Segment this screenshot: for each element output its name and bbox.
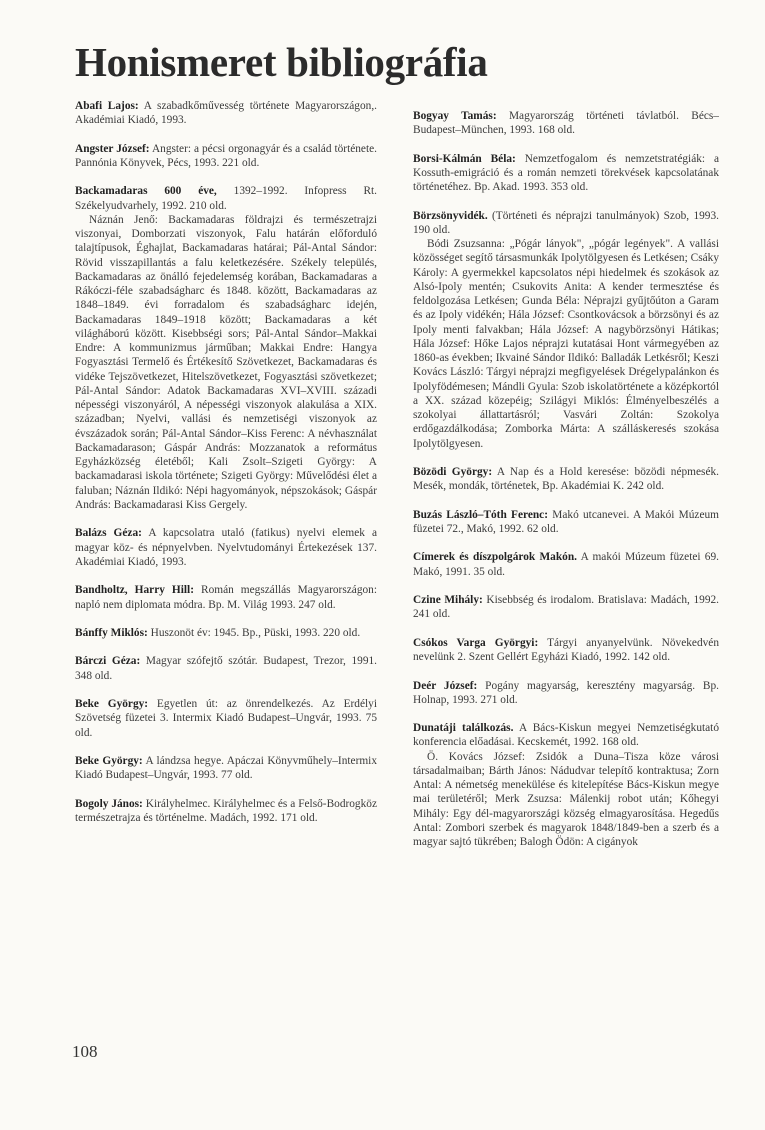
- entry-paragraph: [413, 550, 719, 579]
- entry-text: Magyar szófejtő szótár. Budapest, Trezor, 1991. 348 old.: [75, 655, 378, 682]
- entry-paragraph: [413, 593, 719, 622]
- bibliography-entry: [75, 754, 377, 783]
- entry-text: Román megszállás Magyarországon: napló nem diplomata módra. Bp. M. Világ 1993. 247 old.: [75, 584, 377, 611]
- entry-paragraph: [75, 654, 377, 683]
- entry-text: A kapcsolatra utaló (fatikus) nyelvi elemek a magyar köz- és népnyelvben. Nyelvtudományi Értekezések 137. Akadémiai Kiadó, 1993.: [75, 527, 377, 568]
- entry-paragraph: [75, 99, 377, 128]
- entry-paragraph: [75, 797, 377, 826]
- entry-contents: Ö. Kovács József: Zsidók a Duna–Tisza köze városi társadalmaiban; Bárth János: Nádudvar telepítő kontraktusa; Zorn Antal: A németség menekülése és kitelepítése Bács-Kiskun megye mai területéről; Merk Zsuzsa: Málenkij robot után; Kőhegyi Mihály: Egy dél-magyarországi község elmagyarosítása. Hegedűs Antal: Zombori szerbek és magyarok 1848/1849-ben a szerb és a magyar sajtó tükrében; Balogh Ödön: A cigányok: [413, 750, 719, 849]
- bibliography-entry: [413, 152, 719, 195]
- entry-text: A Bács-Kiskun megyei Nemzetiségkutató konferencia előadásai. Kecskemét, 1992. 168 old.: [413, 722, 719, 749]
- bibliography-entry: [75, 797, 377, 826]
- bibliography-entry: [75, 526, 377, 569]
- bibliography-entry: [413, 721, 719, 849]
- entry-paragraph: [413, 721, 719, 750]
- entry-author: Deér József:: [413, 679, 478, 692]
- page-number: 108: [72, 1042, 98, 1061]
- bibliography-entry: [75, 654, 377, 683]
- entry-author: Buzás László–Tóth Ferenc:: [413, 508, 548, 521]
- entry-author: Czine Mihály:: [413, 594, 483, 607]
- bibliography-entry: [413, 550, 719, 579]
- entry-author: Bogyay Tamás:: [413, 110, 497, 122]
- entry-text: 1392–1992. Infopress Rt. Székelyudvarhely, 1992. 210 old.: [75, 185, 377, 212]
- bibliography-entry: [75, 142, 377, 171]
- entry-paragraph: [413, 152, 719, 195]
- entry-paragraph: [413, 209, 719, 238]
- entry-paragraph: [75, 184, 377, 213]
- entry-paragraph: [75, 626, 377, 640]
- entry-paragraph: [413, 679, 719, 708]
- entry-paragraph: [75, 583, 377, 612]
- entry-text: Magyarország történeti távlatból. Bécs–Budapest–München, 1993. 168 old.: [413, 110, 719, 137]
- entry-contents: Bódi Zsuzsanna: „Pógár lányok", „pógár legények". A vallási közösséget segítő társasmunkák Ipolytölgyesen és Letkésen; Csáky Károly: A gyermekkel kapcsolatos népi hiedelmek és szokások az Alsó-Ipoly mentén; Csukovits Anita: A kender termesztése és feldolgozása Letkésen; Gunda Béla: Néprajzi gyűjtőúton a Garam és az Ipoly vidékén; Hála József: Csontkovácsok a börzsönyi és az Ipoly menti falvakban; Hála József: A nagybörzsönyi Hátikas; Hála József: Hőke Lajos néprajzi kutatásai Hont vármegyében az 1860-as években; Ikvainé Sándor Ildikó: Balladák Letkésről; Keszi Kovács László: Tárgyi néprajzi megfigyelések Drégelypalánkon és Ipolyfödémesen; Mándli Gyula: Szob iskolatörténete a középkortól a XX. század közepéig; Szilágyi Miklós: Élményelbeszélés a szokolyai állattartásról; Vasvári Zoltán: Szokolya erdőgazdálkodása; Zomborka Márta: A szálláskeresés szokása Ipolytölgyesen.: [413, 238, 719, 450]
- entry-author: Bözödi György:: [413, 466, 493, 479]
- entry-paragraph: [75, 526, 377, 569]
- entry-text: Nemzetfogalom és nemzetstratégiák: a Kossuth-emigráció és a román nemzeti törekvések kapcsolatának történetéhez. Bp. Akad. 1993. 353 old.: [413, 152, 719, 194]
- entry-text: Kisebbség és irodalom. Bratislava: Madách, 1992. 241 old.: [413, 594, 720, 621]
- bibliography-entry: [413, 593, 719, 622]
- bibliography-entry: [75, 99, 377, 128]
- bibliography-entry: [75, 626, 377, 640]
- entry-text: Angster: a pécsi orgonagyár és a család története. Pannónia Könyvek, Pécs, 1993. 221 old.: [75, 142, 377, 169]
- entry-text: A lándzsa hegye. Apáczai Könyvműhely–Intermix Kiadó Budapest–Ungvár, 1993. 77 old.: [75, 755, 377, 782]
- entry-author: Borsi-Kálmán Béla:: [413, 152, 516, 165]
- entry-paragraph: [413, 508, 719, 537]
- bibliography-entry: [75, 184, 377, 512]
- entry-paragraph: [413, 465, 719, 494]
- page-title: Honismeret bibliográfia: [75, 39, 488, 85]
- bibliography-entry: [413, 465, 719, 494]
- entry-text: (Történeti és néprajzi tanulmányok) Szob, 1993. 190 old.: [413, 209, 719, 236]
- entry-author: Bandholtz, Harry Hill:: [75, 584, 194, 597]
- entry-author: Bárczi Géza:: [75, 655, 141, 668]
- entry-text: A makói Múzeum füzetei 69. Makó, 1991. 35 old.: [413, 551, 719, 578]
- entry-author: Angster József:: [75, 142, 150, 155]
- entry-author: Bogoly János:: [75, 797, 143, 810]
- entry-author: Bánffy Miklós:: [75, 626, 148, 639]
- left-column: [75, 99, 377, 839]
- entry-author: Börzsönyvidék.: [413, 209, 488, 222]
- entry-text: Huszonöt év: 1945. Bp., Püski, 1993. 220 old.: [150, 626, 361, 639]
- entry-text: A Nap és a Hold keresése: bözödi népmesék. Mesék, mondák, történetek, Bp. Akadémiai K. 242 old.: [413, 466, 719, 493]
- entry-author: Abafi Lajos:: [75, 100, 139, 112]
- entry-author: Csókos Varga Györgyi:: [413, 636, 539, 649]
- entry-paragraph: [75, 142, 377, 171]
- right-column: [413, 109, 719, 864]
- entry-author: Dunatáji találkozás.: [413, 722, 514, 735]
- entry-author: Beke György:: [75, 698, 149, 711]
- entry-text: Királyhelmec. Királyhelmec és a Felső-Bodrogköz természetrajza és történelme. Madách, 1992. 171 old.: [75, 797, 377, 824]
- bibliography-entry: [75, 583, 377, 612]
- entry-paragraph: [413, 636, 719, 665]
- entry-paragraph: [413, 109, 719, 138]
- entry-author: Beke György:: [75, 755, 143, 767]
- entry-text: Egyetlen út: az önrendelkezés. Az Erdélyi Szövetség füzetei 3. Intermix Kiadó Budapest–Ungvár, 1993. 75 old.: [75, 698, 377, 739]
- entry-author: Címerek és díszpolgárok Makón.: [413, 551, 577, 564]
- entry-contents: Náznán Jenő: Backamadaras földrajzi és természetrajzi viszonyai, Domborzati viszonyok, Falu határán előforduló talajtípusok, Éghajlat, Backamadaras határai; Pál-Antal Sándor: Rövid visszapillantás a falu keletkezésére. Székely település, Backamadaras az önálló fejedelemség korában, Backamadaras a Rákóczi-féle szabadságharc és 1848. között, Backamadaras az 1848–1849. évi forradalom és szabadságharc idején, Backamadaras 1849–1918 között; Backamadaras a két világháború között. Kisebbségi sors; Pál-Antal Sándor–Makkai Endre: A kommunizmus járműban; Makkai Endre: Hangya Fogyasztási Termelő és Értékesítő Szövetkezet, Backamadaras és vidéke Tejszövetkezet, Hitelszövetkezet, Fogyasztási szövetkezet; Pál-Antal Sándor: Adatok Backamadaras XVI–XVIII. századi népességi viszonyáról, A népességi viszonyok alakulása a XIX. században; Nyelvi, vallási és nemzetiségi viszonyok az évszázadok során; Pál-Antal Sándor–Kiss Ferenc: A névhasználat Backamadarason; Gáspár András: Mozzanatok a református Egyházközség életéből; Kali Zsolt–Szigeti György: A backamadarasi iskola története; Szigeti György: Művelődési élet a faluban; Náznán Ildikó: Népi hagyományok, népszokások; Gáspár András: Backamadarasi Kiss Gergely.: [75, 213, 377, 511]
- bibliography-entry: [413, 679, 719, 708]
- entry-author: Balázs Géza:: [75, 527, 142, 540]
- entry-text: Pogány magyarság, keresztény magyarság. Bp. Holnap, 1993. 271 old.: [413, 679, 719, 706]
- entry-author: Backamadaras 600 éve,: [75, 185, 217, 198]
- entry-text: Makó utcanevei. A Makói Múzeum füzetei 72., Makó, 1992. 62 old.: [413, 508, 719, 535]
- bibliography-entry: [413, 508, 719, 537]
- entry-text: Tárgyi anyanyelvünk. Növekedvén nevelünk 2. Szent Gellért Egyházi Kiadó, 1992. 142 old.: [413, 636, 719, 664]
- entry-paragraph: [75, 697, 377, 740]
- bibliography-entry: [75, 697, 377, 740]
- bibliography-entry: [413, 636, 719, 665]
- entry-paragraph: [75, 754, 377, 783]
- bibliography-entry: [413, 109, 719, 138]
- bibliography-entry: [413, 209, 719, 451]
- entry-text: A szabadkőművesség története Magyarországon,. Akadémiai Kiadó, 1993.: [75, 100, 377, 127]
